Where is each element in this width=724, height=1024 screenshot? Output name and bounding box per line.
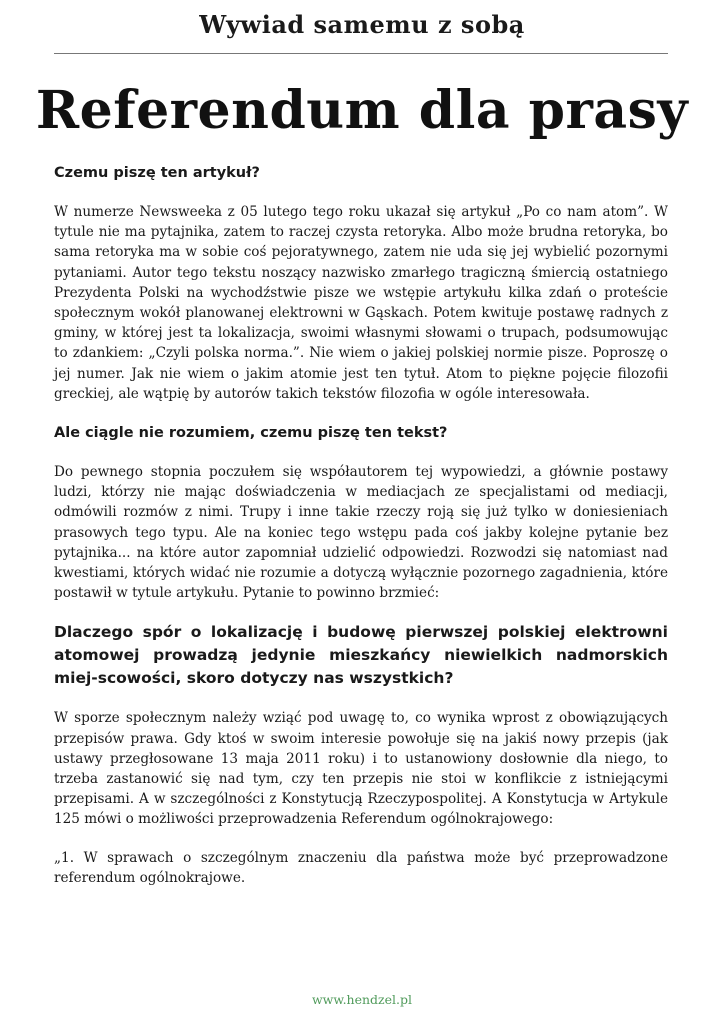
article-title: Referendum dla prasy [35, 80, 689, 141]
running-header-title: Wywiad samemu z sobą [199, 10, 525, 39]
constitution-quote: „1. W sprawach o szczególnym znaczeniu dla państwa może być przeprowadzone referendum ogólnokrajowe. [54, 849, 668, 886]
section-heading-2: Ale ciągle nie rozumiem, czemu piszę ten tekst? [54, 425, 448, 442]
section-heading-3: Dlaczego spór o lokalizację i budowę pierwszej polskiej elektrowni atomowej prowadzą jedynie mieszkańcy niewielkich nadmorskich miej-scowości, skoro dotyczy nas wszystkich? [54, 623, 668, 688]
section-heading-1: Czemu piszę ten artykuł? [54, 165, 260, 181]
section-paragraph-3: W sporze społecznym należy wziąć pod uwagę to, co wynika wprost z obowiązujących przepisów prawa. Gdy ktoś w swoim interesie powołuje się na jakiś nowy przepis (jak ustawy przegłosowane 13 maja 2011 roku) i to ustanowiony dosłownie dla niego, to trzeba zastanowić się nad tym, czy ten przepis nie stoi w konflikcie z istniejącymi przepisami. A w szczególności z Konstytucją Rzeczypospolitej. A Konstytucja w Artykule 125 mówi o możliwości przeprowadzenia Referendum ogólnokrajowego: [54, 710, 668, 828]
article-body [54, 162, 668, 906]
footer-website-link[interactable]: www.hendzel.pl [311, 992, 413, 1007]
section-paragraph-2: Do pewnego stopnia poczułem się współautorem tej wypowiedzi, a głównie postawy ludzi, którzy nie mając doświadczenia w mediacjach ze specjalistami od mediacji, odmówili rozmów z nimi. Trupy i inne takie rzeczy roją się już tylko w doniesieniach prasowych tego typu. Ale na koniec tego wstępu pada coś jakby kolejne pytanie bez pytajnika... na które autor zapomniał udzielić odpowiedzi. Rozwodzi się natomiast nad kwestiami, których widać nie rozumie a dotyczą wyłącznie pozornego zagadnienia, które postawił w tytule artykułu. Pytanie to powinno brzmieć: [54, 464, 668, 602]
header-divider [54, 53, 668, 54]
section-paragraph-1: W numerze Newsweeka z 05 lutego tego roku ukazał się artykuł „Po co nam atom”. W tytule nie ma pytajnika, zatem to raczej czysta retoryka. Albo może brudna retoryka, bo sama retoryka ma w sobie coś pejoratywnego, zatem nie uda się jej wybielić pozornymi pytaniami. Autor tego tekstu noszący nazwisko zmarłego tragiczną śmiercią ostatniego Prezydenta Polski na wychodźstwie pisze we wstępie artykułu kilka zdań o proteście społecznym wokół planowanej elektrowni w Gąskach. Potem kwituje postawę radnych z gminy, w której jest ta lokalizacja, swoimi własnymi słowami o trupach, podsumowując to zdankiem: „Czyli polska norma.”. Nie wiem o jakiej polskiej normie pisze. Poproszę o jej numer. Jak nie wiem o jakim atomie jest ten tytuł. Atom to piękne pojęcie filozofii greckiej, ale wątpię by autorów takich tekstów filozofia w ogóle interesowała. [54, 204, 668, 402]
